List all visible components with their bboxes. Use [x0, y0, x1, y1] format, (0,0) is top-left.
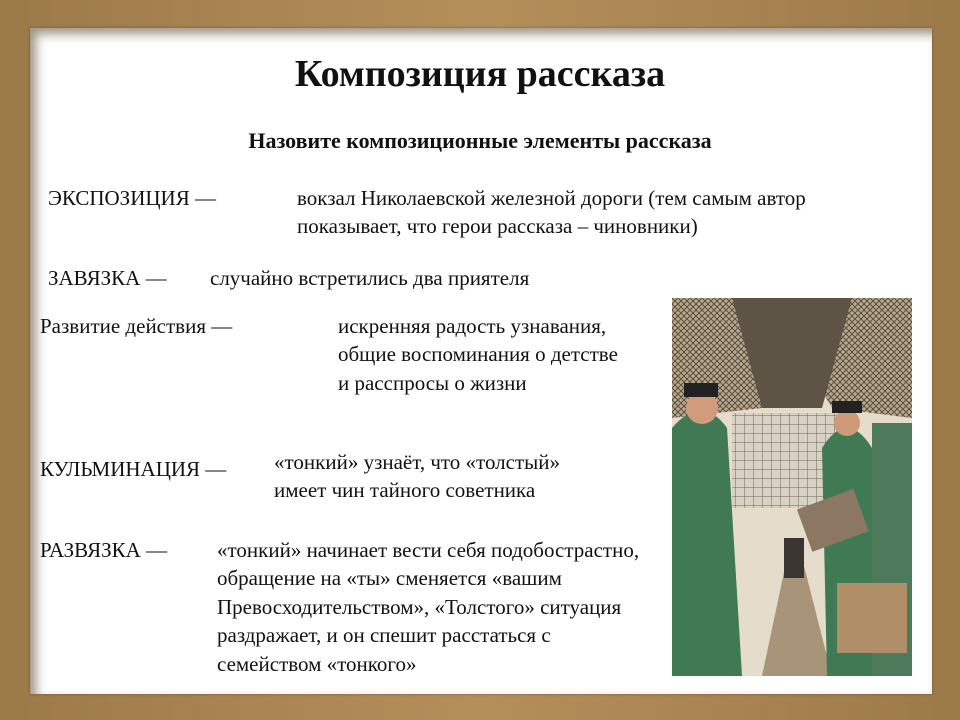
- exposition-line-1: вокзал Николаевской железной дороги (тем самым автор: [297, 186, 806, 210]
- climax-line-1: «тонкий» узнаёт, что «толстый»: [274, 450, 561, 474]
- exposition-line-2: показывает, что герои рассказа – чиновники): [297, 214, 698, 238]
- climax-line-2: имеет чин тайного советника: [274, 478, 536, 502]
- rising-action-line-2: общие воспоминания о детстве: [338, 342, 618, 366]
- resolution-line-5: семейством «тонкого»: [217, 652, 417, 676]
- railway-station-illustration: [672, 298, 912, 676]
- resolution-line-2: обращение на «ты» сменяется «вашим: [217, 566, 562, 590]
- slide-title: Композиция рассказа: [294, 53, 666, 95]
- term-rising-action: Развитие действия —: [40, 314, 233, 338]
- term-climax: КУЛЬМИНАЦИЯ —: [40, 457, 227, 481]
- resolution-line-3: Превосходительством», «Толстого» ситуация: [217, 595, 622, 619]
- term-resolution: РАЗВЯЗКА —: [40, 538, 168, 562]
- term-exposition: ЭКСПОЗИЦИЯ —: [48, 186, 216, 210]
- term-setup: ЗАВЯЗКА —: [48, 266, 167, 290]
- resolution-line-1: «тонкий» начинает вести себя подобострастно,: [217, 538, 640, 562]
- resolution-line-4: раздражает, и он спешит расстаться с: [217, 623, 551, 647]
- rising-action-line-1: искренняя радость узнавания,: [338, 314, 607, 338]
- slide-subtitle: Назовите композиционные элементы рассказа: [248, 128, 712, 153]
- rising-action-line-3: и расспросы о жизни: [338, 371, 527, 395]
- setup-line-1: случайно встретились два приятеля: [210, 266, 530, 290]
